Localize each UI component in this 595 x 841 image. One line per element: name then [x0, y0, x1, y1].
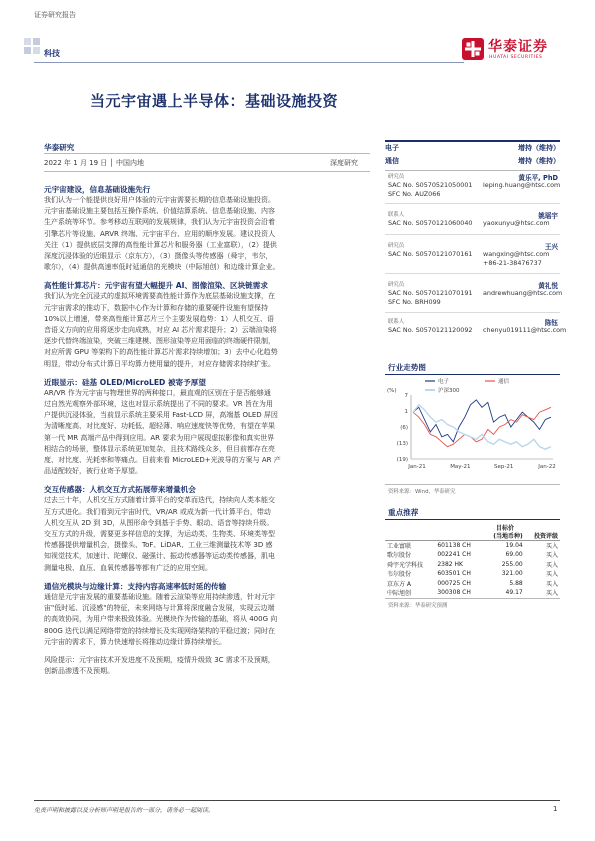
section-line: 我们认为完全沉浸式的虚拟环境需要高性能计算作为底层基础设施支撑，在	[44, 292, 275, 301]
rating-row	[385, 143, 560, 154]
y-axis-label: (%)	[387, 388, 397, 394]
brand-name-en: HUATAI SECURITIES	[489, 55, 543, 60]
analyst-block	[388, 314, 567, 336]
analyst-sac: SAC No. S0570121070191	[388, 289, 473, 297]
section-line: 户提供沉浸体验，当前显示系统主要采用 Fast-LCD 屏，高端基 OLED 屏因	[44, 411, 278, 420]
analyst-sac: SAC No. S0570121120092	[388, 326, 473, 334]
table-row[interactable]	[385, 541, 560, 551]
legend-label: 电子	[438, 379, 450, 385]
rating-row	[385, 156, 560, 167]
stock-name: 韦尔股份	[387, 571, 412, 579]
section-heading: 近眼显示：硅基 OLED/MicroLED 被寄予厚望	[44, 377, 206, 387]
table-row[interactable]	[385, 588, 560, 598]
stock-code: 300308 CH	[437, 589, 471, 597]
picks-col-name: 股票名称	[387, 533, 412, 540]
industry-label: 科技	[44, 49, 60, 58]
ratings-rule-top	[385, 140, 560, 142]
header-rule	[34, 62, 464, 63]
report-type-label: 证券研究报告	[34, 11, 76, 19]
rating-sector: 通信	[385, 157, 399, 165]
section-line: 元宇宙需求的推动下，数据中心作为计算和存储的重要硬件设施有望保持	[44, 303, 268, 312]
section-line: 10%以上增速，带来高性能计算芯片三个主要发展趋势：1）人机交互、语	[44, 314, 275, 323]
footer-rule	[34, 800, 560, 801]
picks-col-price: (当地币种)	[493, 533, 523, 540]
section-line: 交互方式的升级，需要更多样信息的支撑，为运动类、生物类、环境类等型	[44, 530, 275, 539]
y-tick-label: (19)	[396, 457, 408, 463]
analyst-email[interactable]: chenyu019111@htsc.com	[483, 326, 567, 334]
analyst-name: 黄礼悦	[538, 282, 558, 290]
section-line: 度、对比度、光耗率和等痛点。目前来看 MicroLED+光波导的方案与 AR 产	[44, 456, 281, 465]
main-body	[44, 184, 370, 677]
stock-code: 601138 CH	[437, 542, 471, 549]
risk-line: 创新品渗透不及预期。	[44, 667, 114, 676]
section-sensors	[44, 484, 370, 573]
section-line: 元宇宙基础设施主要包括互操作系统、价值结算系统、信息基础设施、内容	[44, 207, 275, 216]
brand-name-cn: 华泰证券	[488, 39, 548, 55]
picks-rule	[385, 519, 560, 520]
analyst-divider	[385, 312, 560, 313]
analyst-name: 黄乐平, PhD	[518, 174, 558, 182]
analyst-email[interactable]: andrewhuang@htsc.com	[483, 289, 563, 297]
stock-code: 000725 CH	[437, 579, 471, 587]
analyst-sac: SAC No. S0570121070161	[388, 250, 473, 258]
analyst-role: 研究员	[388, 174, 405, 180]
stock-code: 002241 CH	[437, 551, 471, 559]
section-heading: 元宇宙建设，信息基础设施先行	[44, 185, 151, 194]
research-group: 华泰研究	[44, 143, 75, 152]
trend-chart-svg	[385, 377, 560, 477]
table-row[interactable]	[385, 569, 560, 579]
section-line: 测量电极、血压、血氧传感器等都有广泛的应用空间。	[44, 563, 212, 572]
stock-name: 歌尔股份	[387, 552, 412, 560]
section-line: 过自然光观察外部环境，这也对显示系统提出了不同的要求。VR 旨在为用	[44, 400, 273, 409]
stock-rating: 买入	[545, 571, 558, 579]
section-heading: 通信光模块与边缘计算：支持内容高速率低时延的传输	[44, 581, 227, 591]
section-heading: 高性能计算芯片：元宇宙有望大幅提升 AI、图像渲染、区块链需求	[44, 281, 268, 291]
stock-rating: 买入	[545, 561, 558, 569]
section-line: 我们认为一个能提供良好用户体验的元宇宙需要长期的信息基础设施投资。	[44, 196, 275, 204]
section-line: 明显，带动分布式计算日平均算力使用量的提升，对应存储需求持续扩张。	[44, 359, 275, 368]
analyst-block	[388, 207, 558, 229]
stock-code: 2382 HK	[437, 560, 463, 568]
target-price: 321.00	[501, 570, 523, 578]
table-row[interactable]	[385, 579, 560, 589]
legend-label: 沪深300	[438, 388, 460, 394]
section-line: 逐步代替终端渲染，突破三维建模、图形渲染等应用面临的终端硬件限制，	[44, 337, 275, 346]
picks-header-row	[385, 531, 560, 541]
picks-col-header-top: 目标价	[496, 525, 515, 532]
section-display	[44, 377, 370, 478]
rating-sector: 电子	[385, 144, 399, 152]
report-date: 2022 年 1 月 19 日 │ 中国内地	[44, 159, 144, 167]
section-line: 传感器提供增量机会，摄像头、ToF、LiDAR、工业三维测量技术等 3D 感	[44, 541, 273, 550]
analyst-block	[388, 238, 558, 268]
footer-disclaimer: 免责声明和披露以及分析师声明是报告的一部分，请务必一起阅读。	[34, 807, 215, 814]
analyst-role: 联系人	[388, 212, 405, 218]
section-line: 歌尔），（4）提供高速率低时延通信的光模块（中际旭创）和边缘计算企业。	[44, 263, 280, 272]
section-line: 的高效协同，为用户带来极致体验。光模块作为传输的基础，将从 400G 向	[44, 615, 278, 624]
x-tick-label: Jan-21	[408, 464, 426, 470]
section-infra	[44, 184, 370, 273]
target-price: 69.00	[505, 551, 523, 559]
section-line: 相结合的场景，整体显示系统更加复杂，且技术路线众多，但目前都存在亮	[44, 444, 275, 453]
x-tick-label: Jan-22	[538, 464, 556, 470]
section-line: 互方式进化。我们看到元宇宙时代，VR/AR 或成为新一代计算平台，带动	[44, 507, 271, 516]
analyst-sfc: SFC No. AUZ066	[388, 190, 441, 198]
analyst-email[interactable]: yaoxunyu@htsc.com	[483, 219, 550, 227]
page-number: 1	[553, 805, 558, 813]
stock-rating: 买入	[545, 580, 558, 588]
analyst-name: 王兴	[544, 243, 558, 251]
target-price: 49.17	[505, 589, 523, 597]
stock-rating: 买入	[545, 590, 558, 598]
y-tick-label: (6)	[400, 425, 408, 431]
picks-heading: 重点推荐	[388, 508, 419, 517]
ratings-rule-bottom	[385, 170, 560, 171]
section-line: 为清晰度高、对比度好、功耗低、超轻薄、响应速度快等优势，有望在苹果	[44, 422, 275, 431]
y-tick-label: 7	[404, 393, 408, 399]
section-line: AR/VR 作为元宇宙与物理世界的两种接口，最直观的区别在于是否能够通	[44, 388, 271, 397]
meta-rule-top	[44, 153, 370, 154]
section-line: 宙"低时延、沉浸感"的特征，未来网络与计算将深度融合发展，实现云边端	[44, 604, 275, 613]
section-line: 品适配较好，被行业寄予厚望。	[44, 467, 142, 476]
trend-chart	[385, 377, 560, 477]
brand-mark-icon	[462, 38, 484, 60]
section-line: 音语义方向的应用将逐步走向成熟，对应 AI 芯片需求提升；2）云端渲染将	[44, 326, 277, 335]
meta-rule-bottom	[44, 171, 370, 172]
section-line: 通信是元宇宙发展的重要基础设施。随着云渲染等应用持续渗透，针对元宇	[44, 592, 275, 601]
analyst-role: 联系人	[388, 319, 405, 325]
picks-table	[385, 531, 560, 598]
target-price: 19.04	[505, 542, 523, 549]
analyst-divider	[385, 273, 560, 274]
header-graphic	[22, 34, 42, 60]
trend-rule	[385, 374, 560, 375]
x-tick-label: Sep-21	[493, 464, 514, 470]
section-line: 生产系统等环节。参考移动互联网的发展规律，我们认为元宇宙投资会沿着	[44, 218, 275, 227]
y-tick-label: (13)	[396, 441, 408, 447]
report-kind: 深度研究	[330, 159, 358, 167]
section-line: 对应所需 GPU 等架构下的高性能计算芯片需求持续增加；3）去中心化趋势	[44, 348, 278, 357]
table-row[interactable]	[385, 560, 560, 570]
section-hpc	[44, 280, 370, 369]
analyst-block	[388, 277, 563, 307]
analyst-name: 姚瑶宇	[538, 212, 558, 220]
stock-rating: 买入	[545, 543, 558, 550]
target-price: 5.88	[509, 579, 523, 587]
section-heading: 交互传感器：人机交互方式拓展带来增量机会	[44, 485, 196, 495]
section-optical	[44, 581, 370, 648]
risk-note	[44, 655, 370, 677]
trend-rule-bottom	[385, 484, 560, 485]
section-line: 深度沉浸体验的近眼显示（京东方），（3）摄像头等传感器（舜宇，韦尔，	[44, 252, 273, 261]
stock-name: 舜宇光学科技	[387, 561, 424, 569]
trend-heading: 行业走势图	[388, 363, 426, 372]
analyst-sac: SAC No. S0570121060040	[388, 219, 473, 227]
analyst-role: 研究员	[388, 282, 405, 288]
analyst-phone: +86-21-38476737	[483, 259, 542, 267]
trend-source: 资料来源：Wind，华泰研究	[388, 489, 456, 495]
brand-logo	[462, 36, 566, 66]
analyst-email[interactable]: leping.huang@htsc.com	[483, 181, 561, 189]
picks-col-code: 代码	[437, 533, 450, 540]
analyst-name: 陈钰	[544, 319, 558, 327]
analyst-divider	[385, 234, 560, 235]
analyst-sfc: SFC No. BRH099	[388, 298, 441, 306]
section-line: 第一代 MR 高端产品中得到应用。AR 要求为用户展现虚拟影像和真实世界	[44, 433, 275, 442]
legend-label: 通信	[498, 379, 510, 385]
section-line: 知视觉技术，加速计、陀螺仪、磁强计、振动传感器等运动类传感器，肌电	[44, 552, 275, 561]
picks-source: 资料来源：华泰研究预测	[388, 603, 448, 609]
analyst-divider	[385, 203, 560, 204]
section-line: 引擎芯片等设施、ARVR 终端、元宇宙平台、应用的顺序发展。建议投资人	[44, 229, 276, 238]
section-line: 关注（1）提供底层支撑的高性能计算芯片和服务器（工业富联），（2）提供	[44, 240, 277, 249]
stock-name: 中际旭创	[387, 590, 412, 598]
report-title: 当元宇宙遇上半导体：基础设施投资	[90, 92, 339, 110]
picks-col-rating: 投资评级	[533, 533, 558, 540]
stock-name: 工业富联	[387, 543, 412, 550]
section-line: 过去三十年，人机交互方式随着计算平台的变革而迭代，持续向人类本能交	[44, 496, 275, 505]
picks-rule-bottom	[385, 598, 560, 599]
section-line: 人机交互从 2D 到 3D，从图形命令到基于手势、眼动、语音等持续升级。	[44, 518, 274, 527]
analyst-block	[388, 172, 561, 202]
rating-value: 增持（维持）	[518, 144, 560, 152]
x-tick-label: May-21	[450, 464, 471, 470]
section-line: 元宇宙的需求下，算力快速增长将推动边缘计算持续增长。	[44, 637, 226, 646]
rating-value: 增持（维持）	[518, 157, 560, 165]
target-price: 255.00	[501, 560, 523, 568]
section-line: 800G 迭代以满足网络带宽的持续增长及实现网络架构的平稳过渡；同时在	[44, 626, 276, 635]
risk-line: 风险提示：元宇宙技术开发进度不及预期，疫情升级致 3C 需求不及预期，	[44, 655, 275, 664]
stock-code: 603501 CH	[437, 570, 471, 578]
y-tick-label: 1	[404, 409, 408, 415]
stock-name: 京东方 A	[387, 580, 412, 588]
analyst-email[interactable]: wangxing@htsc.com	[483, 250, 550, 258]
table-row[interactable]	[385, 550, 560, 560]
analyst-role: 研究员	[388, 243, 405, 249]
analyst-sac: SAC No. S0570521050001	[388, 181, 473, 189]
stock-rating: 买入	[545, 552, 558, 560]
